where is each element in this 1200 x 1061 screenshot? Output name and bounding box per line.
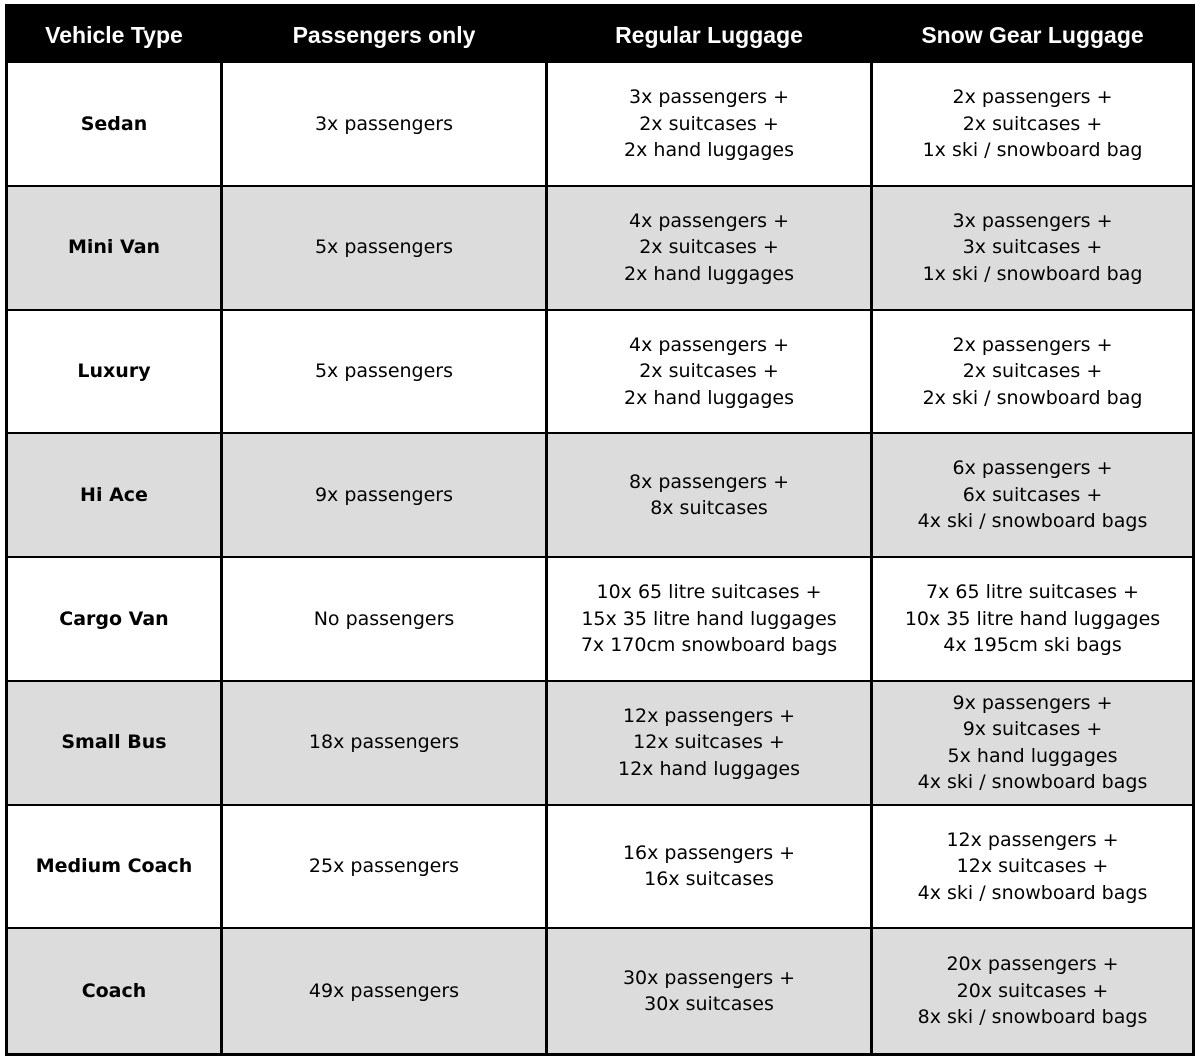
cell-line: 12x suitcases +: [956, 855, 1109, 878]
vehicle-type-label: Cargo Van: [59, 607, 169, 630]
vehicle-capacity-table: [5, 4, 1195, 1056]
cell-line: 3x passengers +: [952, 209, 1113, 232]
snow-gear-luggage-cell: [873, 187, 1192, 311]
cell-line: 4x ski / snowboard bags: [917, 771, 1148, 794]
cell-line: 30x passengers +: [622, 966, 796, 989]
vehicle-type-cell: [8, 558, 223, 682]
cell-line: 49x passengers: [308, 979, 460, 1002]
vehicle-type-cell: [8, 187, 223, 311]
cell-line: 18x passengers: [308, 731, 460, 754]
cell-line: 12x passengers +: [622, 704, 796, 727]
cell-line: 5x passengers: [314, 236, 454, 259]
vehicle-type-cell: [8, 311, 223, 435]
cell-line: 8x ski / snowboard bags: [917, 1006, 1148, 1029]
cell-line: 5x passengers: [314, 360, 454, 383]
regular-luggage-cell: [548, 558, 873, 682]
vehicle-type-cell: [8, 806, 223, 930]
passengers-only-cell: [223, 63, 548, 187]
cell-line: 2x suitcases +: [639, 236, 779, 259]
passengers-only-cell: [223, 187, 548, 311]
snow-gear-luggage-cell: [873, 558, 1192, 682]
cell-line: 6x suitcases +: [962, 483, 1103, 506]
vehicle-type-label: Hi Ace: [80, 483, 148, 506]
passengers-only-cell: [223, 682, 548, 806]
cell-line: 4x ski / snowboard bags: [917, 510, 1148, 533]
cell-line: 2x hand luggages: [624, 262, 794, 285]
cell-line: 25x passengers: [308, 855, 460, 878]
snow-gear-luggage-cell: [873, 311, 1192, 435]
cell-line: 9x passengers: [314, 483, 454, 506]
cell-line: 12x suitcases +: [633, 731, 785, 754]
vehicle-type-cell: [8, 434, 223, 558]
passengers-only-cell: [223, 434, 548, 558]
cell-line: 20x passengers +: [946, 953, 1119, 976]
cell-line: 2x suitcases +: [962, 360, 1103, 383]
snow-gear-luggage-cell: [873, 682, 1192, 806]
passengers-only-cell: [223, 929, 548, 1053]
vehicle-type-label: Sedan: [80, 112, 148, 135]
cell-line: 8x passengers +: [628, 470, 790, 493]
cell-line: No passengers: [313, 607, 455, 630]
cell-line: 3x suitcases +: [962, 236, 1103, 259]
cell-line: 10x 65 litre suitcases +: [596, 581, 822, 604]
snow-gear-luggage-cell: [873, 806, 1192, 930]
regular-luggage-cell: [548, 187, 873, 311]
vehicle-type-cell: [8, 929, 223, 1053]
cell-line: 20x suitcases +: [956, 979, 1109, 1002]
cell-line: 5x hand luggages: [947, 744, 1118, 767]
vehicle-type-label: Luxury: [77, 360, 151, 383]
cell-line: 1x ski / snowboard bag: [922, 139, 1143, 162]
cell-line: 6x passengers +: [952, 457, 1113, 480]
cell-line: 2x ski / snowboard bag: [922, 386, 1143, 409]
cell-line: 10x 35 litre hand luggages: [904, 607, 1161, 630]
regular-luggage-cell: [548, 311, 873, 435]
cell-line: 4x passengers +: [628, 333, 790, 356]
cell-line: 15x 35 litre hand luggages: [581, 607, 837, 630]
vehicle-type-label: Medium Coach: [35, 855, 193, 878]
header-vehicle-type: Vehicle Type: [8, 7, 223, 63]
cell-line: 9x suitcases +: [962, 718, 1103, 741]
cell-line: 30x suitcases: [644, 993, 774, 1016]
cell-line: 8x suitcases: [650, 497, 768, 520]
snow-gear-luggage-cell: [873, 929, 1192, 1053]
header-passengers-only: Passengers only: [223, 7, 548, 63]
snow-gear-luggage-cell: [873, 434, 1192, 558]
header-snow-gear-luggage: Snow Gear Luggage: [873, 7, 1192, 63]
passengers-only-cell: [223, 558, 548, 682]
cell-line: 2x suitcases +: [962, 112, 1103, 135]
cell-line: 4x passengers +: [628, 209, 790, 232]
header-regular-luggage: Regular Luggage: [548, 7, 873, 63]
cell-line: 2x suitcases +: [639, 112, 779, 135]
regular-luggage-cell: [548, 434, 873, 558]
cell-line: 3x passengers: [314, 112, 454, 135]
cell-line: 2x hand luggages: [624, 139, 794, 162]
vehicle-type-cell: [8, 63, 223, 187]
cell-line: 12x hand luggages: [617, 757, 801, 780]
cell-line: 2x passengers +: [952, 86, 1113, 109]
cell-line: 4x 195cm ski bags: [943, 634, 1122, 657]
regular-luggage-cell: [548, 806, 873, 930]
cell-line: 4x ski / snowboard bags: [917, 881, 1148, 904]
vehicle-type-label: Small Bus: [61, 731, 167, 754]
cell-line: 2x suitcases +: [639, 360, 779, 383]
regular-luggage-cell: [548, 682, 873, 806]
vehicle-type-cell: [8, 682, 223, 806]
passengers-only-cell: [223, 806, 548, 930]
cell-line: 16x passengers +: [622, 841, 796, 864]
cell-line: 7x 170cm snowboard bags: [580, 634, 838, 657]
cell-line: 3x passengers +: [628, 86, 790, 109]
cell-line: 2x hand luggages: [624, 386, 794, 409]
cell-line: 2x passengers +: [952, 333, 1113, 356]
cell-line: 12x passengers +: [946, 828, 1119, 851]
regular-luggage-cell: [548, 929, 873, 1053]
cell-line: 1x ski / snowboard bag: [922, 262, 1143, 285]
vehicle-type-label: Mini Van: [67, 236, 161, 259]
regular-luggage-cell: [548, 63, 873, 187]
cell-line: 7x 65 litre suitcases +: [926, 581, 1139, 604]
cell-line: 9x passengers +: [952, 691, 1113, 714]
vehicle-type-label: Coach: [81, 979, 147, 1002]
passengers-only-cell: [223, 311, 548, 435]
snow-gear-luggage-cell: [873, 63, 1192, 187]
cell-line: 16x suitcases: [644, 868, 774, 891]
